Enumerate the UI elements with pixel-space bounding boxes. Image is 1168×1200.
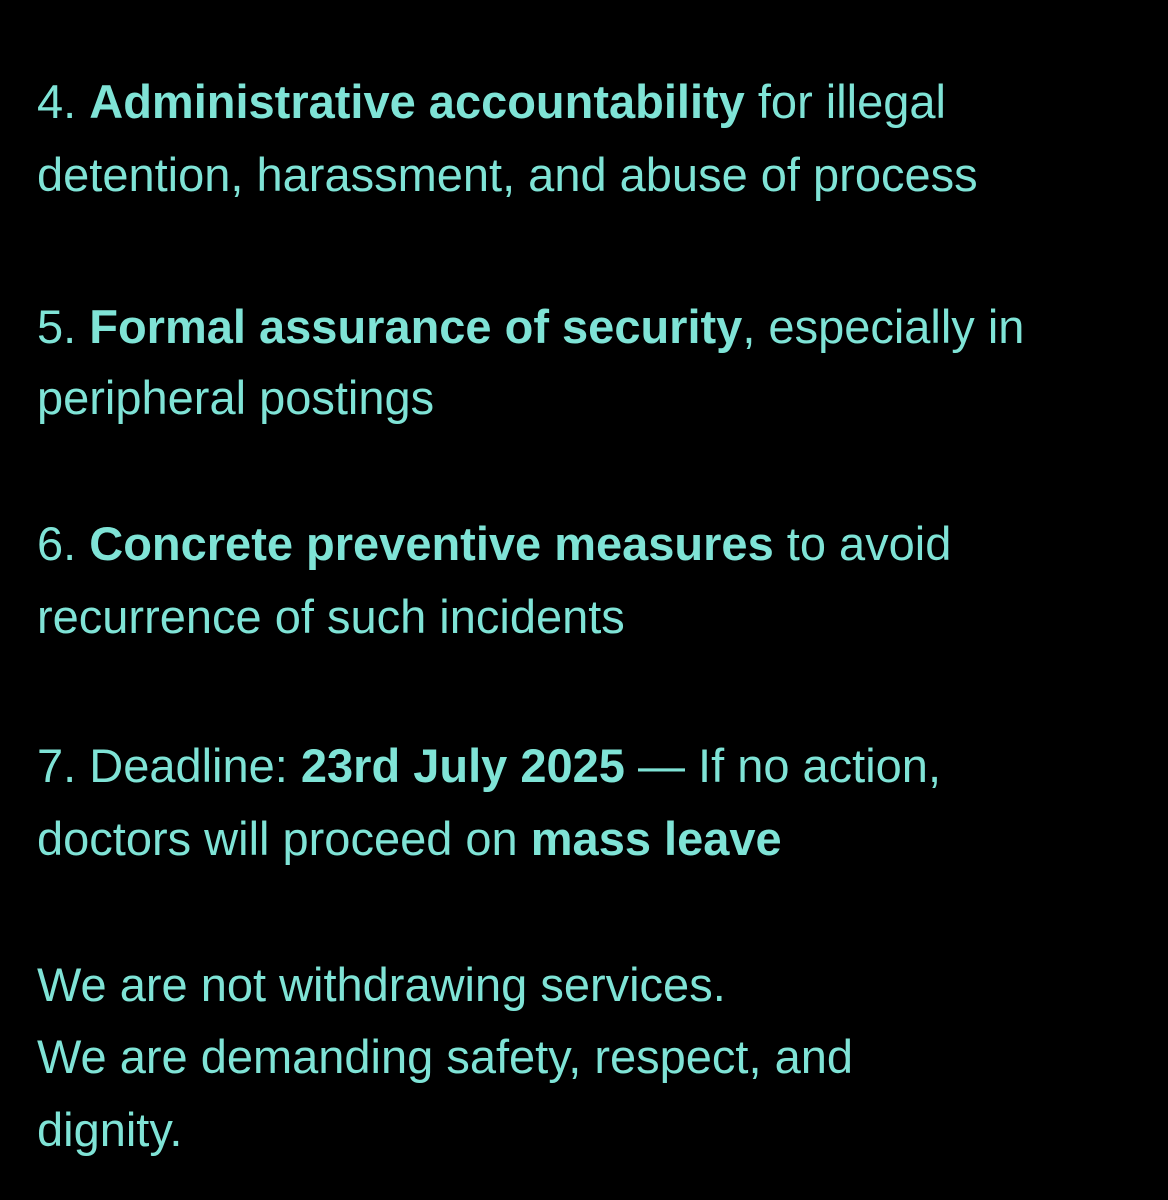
item-5-bold-text: Formal assurance of security — [89, 300, 743, 353]
item-4-bold-text: Administrative accountability — [89, 75, 745, 128]
item-6-bold-text: Concrete preventive measures — [89, 517, 774, 570]
closing-line-2: We are demanding safety, respect, and — [37, 1030, 854, 1083]
item-5-line-2 — [37, 368, 434, 428]
item-4-line-2 — [37, 145, 978, 205]
item-4-continuation: detention, harassment, and abuse of process — [37, 148, 978, 201]
item-4-text: for illegal — [744, 75, 946, 128]
item-7-line-1 — [37, 736, 941, 796]
item-7-continuation: doctors will proceed on — [37, 812, 531, 865]
closing-line-1: We are not withdrawing services. — [37, 958, 726, 1011]
item-7-line-2 — [37, 809, 782, 869]
item-6-number: 6. — [37, 517, 90, 570]
item-4-number: 4. — [37, 75, 90, 128]
item-5-line-1 — [37, 297, 1024, 357]
item-6-line-2 — [37, 587, 625, 647]
item-7-bold-text: mass leave — [530, 812, 782, 865]
item-6-continuation: recurrence of such incidents — [37, 590, 625, 643]
item-7-text: — If no action, — [624, 739, 942, 792]
item-4-line-1 — [37, 72, 946, 132]
item-7-number: 7. Deadline: — [37, 739, 301, 792]
item-7-deadline-date: 23rd July 2025 — [300, 739, 625, 792]
closing-line-3: dignity. — [37, 1103, 183, 1156]
item-5-number: 5. — [37, 300, 90, 353]
item-6-text: to avoid — [773, 517, 952, 570]
item-5-continuation: peripheral postings — [37, 371, 435, 424]
item-5-text: , especially in — [742, 300, 1025, 353]
item-6-line-1 — [37, 514, 951, 574]
